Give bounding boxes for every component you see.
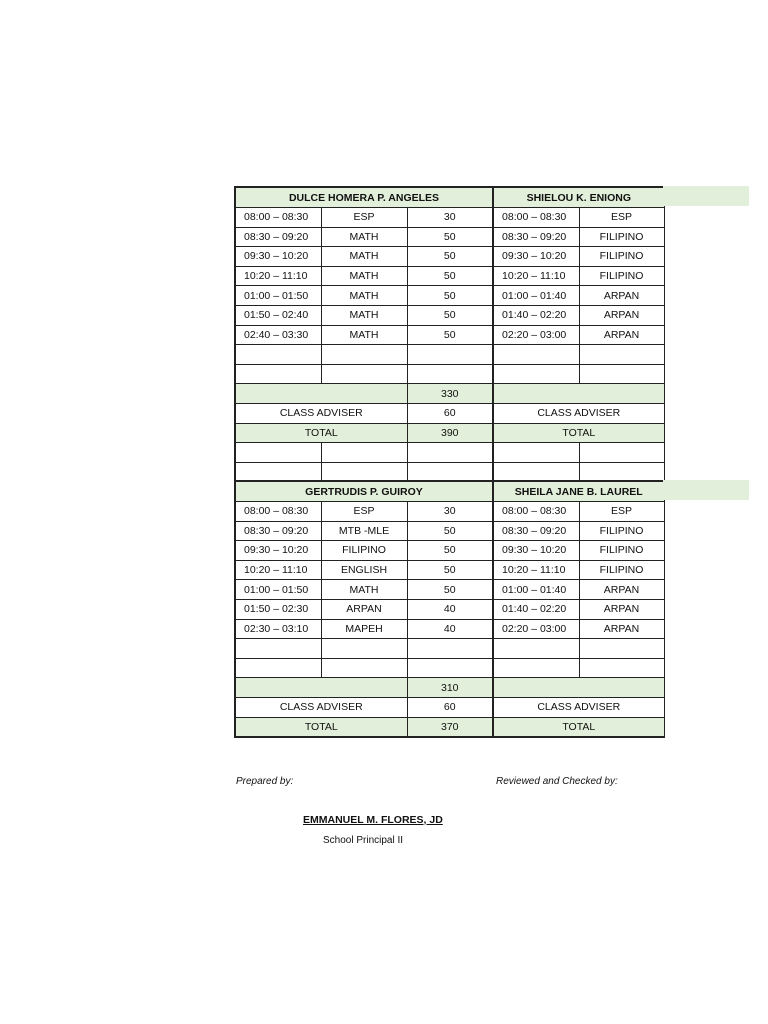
time-slot-right: 08:30 – 09:20 bbox=[493, 521, 579, 541]
time-slot-left: 10:20 – 11:10 bbox=[235, 560, 321, 580]
subject-left: MATH bbox=[321, 305, 407, 325]
time-slot-left: 01:50 – 02:40 bbox=[235, 305, 321, 325]
minutes-left: 50 bbox=[407, 521, 493, 541]
time-slot-left: 02:30 – 03:10 bbox=[235, 619, 321, 639]
time-slot-right: 10:20 – 11:10 bbox=[493, 266, 579, 286]
subject-left: MAPEH bbox=[321, 619, 407, 639]
header-band-overflow bbox=[663, 186, 749, 206]
subtotal-value: 310 bbox=[407, 678, 493, 698]
empty-cell bbox=[321, 658, 407, 678]
empty-cell bbox=[493, 639, 579, 659]
schedule-row bbox=[235, 266, 750, 286]
teacher-name-left: GERTRUDIS P. GUIROY bbox=[235, 481, 493, 502]
empty-cell bbox=[407, 443, 493, 463]
teacher-name-left: DULCE HOMERA P. ANGELES bbox=[235, 187, 493, 208]
schedule-row bbox=[235, 521, 750, 541]
time-slot-left: 01:50 – 02:30 bbox=[235, 599, 321, 619]
empty-cell bbox=[235, 345, 321, 365]
time-slot-left: 09:30 – 10:20 bbox=[235, 247, 321, 267]
minutes-left: 50 bbox=[407, 541, 493, 561]
subject-right: ESP bbox=[579, 502, 664, 522]
class-adviser-minutes: 60 bbox=[407, 697, 493, 717]
empty-cell bbox=[493, 658, 579, 678]
class-adviser-label-left: CLASS ADVISER bbox=[235, 403, 407, 423]
minutes-left: 50 bbox=[407, 286, 493, 306]
minutes-left: 50 bbox=[407, 227, 493, 247]
time-slot-right: 09:30 – 10:20 bbox=[493, 541, 579, 561]
schedule-row bbox=[235, 541, 750, 561]
subject-right: FILIPINO bbox=[579, 521, 664, 541]
minutes-left: 50 bbox=[407, 325, 493, 345]
empty-cell bbox=[493, 345, 579, 365]
empty-cell bbox=[235, 658, 321, 678]
subject-right: ARPAN bbox=[579, 286, 664, 306]
subtotal-row bbox=[235, 384, 750, 404]
subject-right: ARPAN bbox=[579, 305, 664, 325]
empty-cell bbox=[321, 345, 407, 365]
subtotal-label-cell bbox=[235, 678, 407, 698]
subtotal-value: 330 bbox=[407, 384, 493, 404]
subject-right: FILIPINO bbox=[579, 266, 664, 286]
subtotal-right-cell bbox=[493, 678, 664, 698]
time-slot-right: 01:00 – 01:40 bbox=[493, 580, 579, 600]
schedule-row bbox=[235, 599, 750, 619]
schedule-row bbox=[235, 305, 750, 325]
empty-row bbox=[235, 364, 750, 384]
time-slot-left: 01:00 – 01:50 bbox=[235, 286, 321, 306]
empty-cell bbox=[493, 443, 579, 463]
empty-row bbox=[235, 658, 750, 678]
subtotal-label-cell bbox=[235, 384, 407, 404]
empty-cell bbox=[407, 658, 493, 678]
subject-right: FILIPINO bbox=[579, 560, 664, 580]
class-adviser-label-left: CLASS ADVISER bbox=[235, 697, 407, 717]
empty-row bbox=[235, 345, 750, 365]
time-slot-left: 01:00 – 01:50 bbox=[235, 580, 321, 600]
class-adviser-minutes: 60 bbox=[407, 403, 493, 423]
class-adviser-label-right: CLASS ADVISER bbox=[493, 403, 664, 423]
empty-row bbox=[235, 443, 750, 463]
minutes-left: 50 bbox=[407, 266, 493, 286]
time-slot-right: 01:40 – 02:20 bbox=[493, 599, 579, 619]
subject-left: ENGLISH bbox=[321, 560, 407, 580]
schedule-row bbox=[235, 208, 750, 228]
time-slot-right: 09:30 – 10:20 bbox=[493, 247, 579, 267]
subject-left: MATH bbox=[321, 227, 407, 247]
empty-cell bbox=[579, 639, 664, 659]
subject-right: ARPAN bbox=[579, 325, 664, 345]
schedule-block-1 bbox=[234, 186, 751, 483]
subject-right: ARPAN bbox=[579, 580, 664, 600]
subject-right: FILIPINO bbox=[579, 247, 664, 267]
subject-right: ARPAN bbox=[579, 599, 664, 619]
schedule-row bbox=[235, 286, 750, 306]
empty-cell bbox=[235, 443, 321, 463]
empty-cell bbox=[579, 364, 664, 384]
principal-title: School Principal II bbox=[323, 835, 404, 846]
time-slot-right: 08:30 – 09:20 bbox=[493, 227, 579, 247]
minutes-left: 30 bbox=[407, 502, 493, 522]
subject-left: MATH bbox=[321, 286, 407, 306]
empty-cell bbox=[579, 345, 664, 365]
time-slot-right: 02:20 – 03:00 bbox=[493, 325, 579, 345]
schedule-row bbox=[235, 619, 750, 639]
minutes-left: 30 bbox=[407, 208, 493, 228]
class-adviser-label-right: CLASS ADVISER bbox=[493, 697, 664, 717]
time-slot-left: 09:30 – 10:20 bbox=[235, 541, 321, 561]
empty-cell bbox=[493, 364, 579, 384]
time-slot-right: 10:20 – 11:10 bbox=[493, 560, 579, 580]
subtotal-row bbox=[235, 678, 750, 698]
time-slot-right: 08:00 – 08:30 bbox=[493, 208, 579, 228]
class-adviser-row bbox=[235, 697, 750, 717]
time-slot-right: 01:40 – 02:20 bbox=[493, 305, 579, 325]
class-adviser-row bbox=[235, 403, 750, 423]
time-slot-left: 08:00 – 08:30 bbox=[235, 502, 321, 522]
empty-cell bbox=[579, 443, 664, 463]
time-slot-left: 08:00 – 08:30 bbox=[235, 208, 321, 228]
minutes-left: 40 bbox=[407, 599, 493, 619]
time-slot-right: 02:20 – 03:00 bbox=[493, 619, 579, 639]
total-row bbox=[235, 717, 750, 737]
time-slot-left: 08:30 – 09:20 bbox=[235, 227, 321, 247]
subject-right: FILIPINO bbox=[579, 227, 664, 247]
schedule-row bbox=[235, 227, 750, 247]
subject-left: MATH bbox=[321, 580, 407, 600]
empty-cell bbox=[235, 364, 321, 384]
total-row bbox=[235, 423, 750, 443]
subject-right: ARPAN bbox=[579, 619, 664, 639]
minutes-left: 40 bbox=[407, 619, 493, 639]
minutes-left: 50 bbox=[407, 580, 493, 600]
subject-left: MATH bbox=[321, 266, 407, 286]
schedule-row bbox=[235, 580, 750, 600]
empty-cell bbox=[407, 345, 493, 365]
subject-left: ESP bbox=[321, 502, 407, 522]
subject-left: ESP bbox=[321, 208, 407, 228]
subject-left: MATH bbox=[321, 325, 407, 345]
total-value: 390 bbox=[407, 423, 493, 443]
schedule-row bbox=[235, 325, 750, 345]
time-slot-left: 10:20 – 11:10 bbox=[235, 266, 321, 286]
time-slot-right: 01:00 – 01:40 bbox=[493, 286, 579, 306]
teacher-name-right: SHEILA JANE B. LAUREL bbox=[493, 481, 664, 502]
principal-name: EMMANUEL M. FLORES, JD bbox=[303, 814, 443, 826]
minutes-left: 50 bbox=[407, 247, 493, 267]
subject-right: FILIPINO bbox=[579, 541, 664, 561]
subject-right: ESP bbox=[579, 208, 664, 228]
subject-left: MTB -MLE bbox=[321, 521, 407, 541]
empty-cell bbox=[321, 364, 407, 384]
empty-cell bbox=[321, 639, 407, 659]
empty-cell bbox=[235, 639, 321, 659]
time-slot-left: 08:30 – 09:20 bbox=[235, 521, 321, 541]
time-slot-right: 08:00 – 08:30 bbox=[493, 502, 579, 522]
empty-cell bbox=[321, 443, 407, 463]
schedule-row bbox=[235, 560, 750, 580]
minutes-left: 50 bbox=[407, 560, 493, 580]
empty-cell bbox=[407, 364, 493, 384]
empty-cell bbox=[407, 639, 493, 659]
subject-left: MATH bbox=[321, 247, 407, 267]
empty-cell bbox=[579, 658, 664, 678]
total-label-right: TOTAL bbox=[493, 717, 664, 737]
total-value: 370 bbox=[407, 717, 493, 737]
prepared-by-label: Prepared by: bbox=[236, 776, 294, 787]
subject-left: FILIPINO bbox=[321, 541, 407, 561]
schedule-block-2 bbox=[234, 480, 751, 738]
total-label-right: TOTAL bbox=[493, 423, 664, 443]
reviewed-by-label: Reviewed and Checked by: bbox=[496, 776, 618, 787]
empty-row bbox=[235, 639, 750, 659]
header-band-overflow bbox=[663, 480, 749, 500]
minutes-left: 50 bbox=[407, 305, 493, 325]
schedule-row bbox=[235, 502, 750, 522]
total-label-left: TOTAL bbox=[235, 423, 407, 443]
teacher-name-right: SHIELOU K. ENIONG bbox=[493, 187, 664, 208]
subtotal-right-cell bbox=[493, 384, 664, 404]
time-slot-left: 02:40 – 03:30 bbox=[235, 325, 321, 345]
schedule-row bbox=[235, 247, 750, 267]
total-label-left: TOTAL bbox=[235, 717, 407, 737]
subject-left: ARPAN bbox=[321, 599, 407, 619]
